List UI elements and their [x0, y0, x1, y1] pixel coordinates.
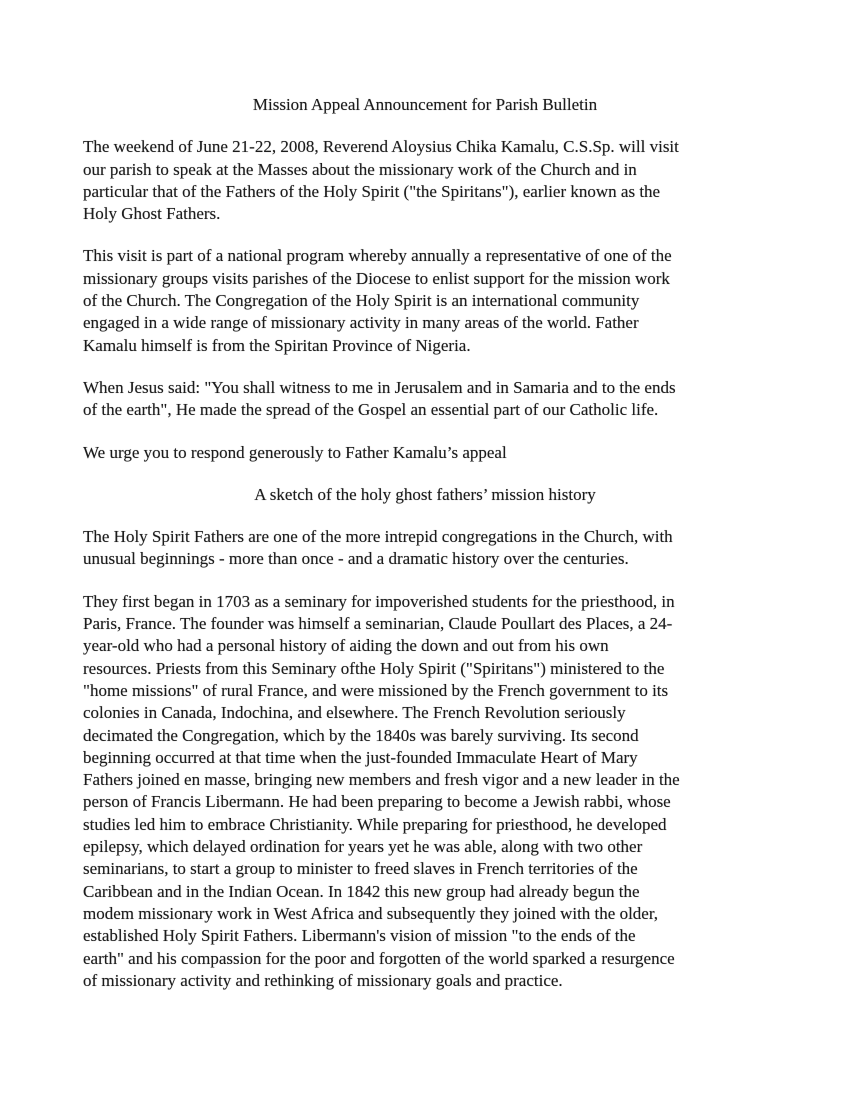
text-line: of the Church. The Congregation of the Holy Spirit is an international community: [83, 291, 640, 311]
text-line: particular that of the Fathers of the Holy Spirit ("the Spiritans"), earlier known as the: [83, 181, 661, 201]
text-line: beginning occurred at that time when the just-founded Immaculate Heart of Mary: [83, 747, 638, 767]
text-line: year-old who had a personal history of aiding the down and out from his own: [83, 636, 609, 656]
text-line: earth" and his compassion for the poor and forgotten of the world sparked a resurgence: [83, 948, 675, 968]
text-line: modem missionary work in West Africa and subsequently they joined with the older,: [83, 903, 659, 923]
text-line: decimated the Congregation, which by the 1840s was barely surviving. Its second: [83, 725, 639, 745]
paragraph-mission-history: [83, 591, 767, 992]
text-line: our parish to speak at the Masses about the missionary work of the Church and in: [83, 159, 637, 179]
text-line: The weekend of June 21-22, 2008, Reverend Aloysius Chika Kamalu, C.S.Sp. will visit: [83, 137, 679, 157]
text-line: missionary groups visits parishes of the Diocese to enlist support for the mission work: [83, 268, 670, 288]
text-line: Holy Ghost Fathers.: [83, 204, 221, 224]
paragraph-congregation-intro: [83, 526, 767, 571]
text-line: The Holy Spirit Fathers are one of the more intrepid congregations in the Church, with: [83, 527, 673, 547]
text-line: engaged in a wide range of missionary activity in many areas of the world. Father: [83, 313, 639, 333]
text-line: unusual beginnings - more than once - and a dramatic history over the centuries.: [83, 549, 629, 569]
text-line: This visit is part of a national program whereby annually a representative of one of the: [83, 246, 672, 266]
text-line: epilepsy, which delayed ordination for years yet he was able, along with two other: [83, 837, 643, 857]
section-heading: A sketch of the holy ghost fathers’ mission history: [254, 484, 596, 504]
text-line: Kamalu himself is from the Spiritan Province of Nigeria.: [83, 335, 471, 355]
paragraph-national-program: [83, 245, 767, 356]
text-line: person of Francis Libermann. He had been preparing to become a Jewish rabbi, whose: [83, 792, 671, 812]
text-line: seminarians, to start a group to minister to freed slaves in French territories of the: [83, 859, 638, 879]
text-line: "home missions" of rural France, and were missioned by the French government to its: [83, 680, 669, 700]
text-line: of the earth", He made the spread of the Gospel an essential part of our Catholic life.: [83, 400, 659, 420]
paragraph-visit-announcement: [83, 136, 767, 225]
text-line: of missionary activity and rethinking of missionary goals and practice.: [83, 970, 563, 990]
text-line: Paris, France. The founder was himself a seminarian, Claude Poullart des Places, a 24-: [83, 614, 673, 634]
paragraph-jesus-quote: [83, 377, 767, 422]
text-line: When Jesus said: "You shall witness to me in Jerusalem and in Samaria and to the ends: [83, 377, 676, 397]
text-line: They first began in 1703 as a seminary for impoverished students for the priesthood, in: [83, 591, 675, 611]
text-line: established Holy Spirit Fathers. Libermann's vision of mission "to the ends of the: [83, 926, 636, 946]
text-line: Caribbean and in the Indian Ocean. In 1842 this new group had already begun the: [83, 881, 640, 901]
text-line: colonies in Canada, Indochina, and elsewhere. The French Revolution seriously: [83, 703, 626, 723]
text-line: Fathers joined en masse, bringing new members and fresh vigor and a new leader in the: [83, 770, 680, 790]
text-line: resources. Priests from this Seminary ofthe Holy Spirit ("Spiritans") ministered to the: [83, 658, 665, 678]
document-title: Mission Appeal Announcement for Parish Bulletin: [252, 95, 598, 114]
text-line: studies led him to embrace Christianity. While preparing for priesthood, he developed: [83, 814, 667, 834]
paragraph-appeal-urge: [83, 442, 767, 464]
text-line: We urge you to respond generously to Father Kamalu’s appeal: [83, 442, 507, 462]
